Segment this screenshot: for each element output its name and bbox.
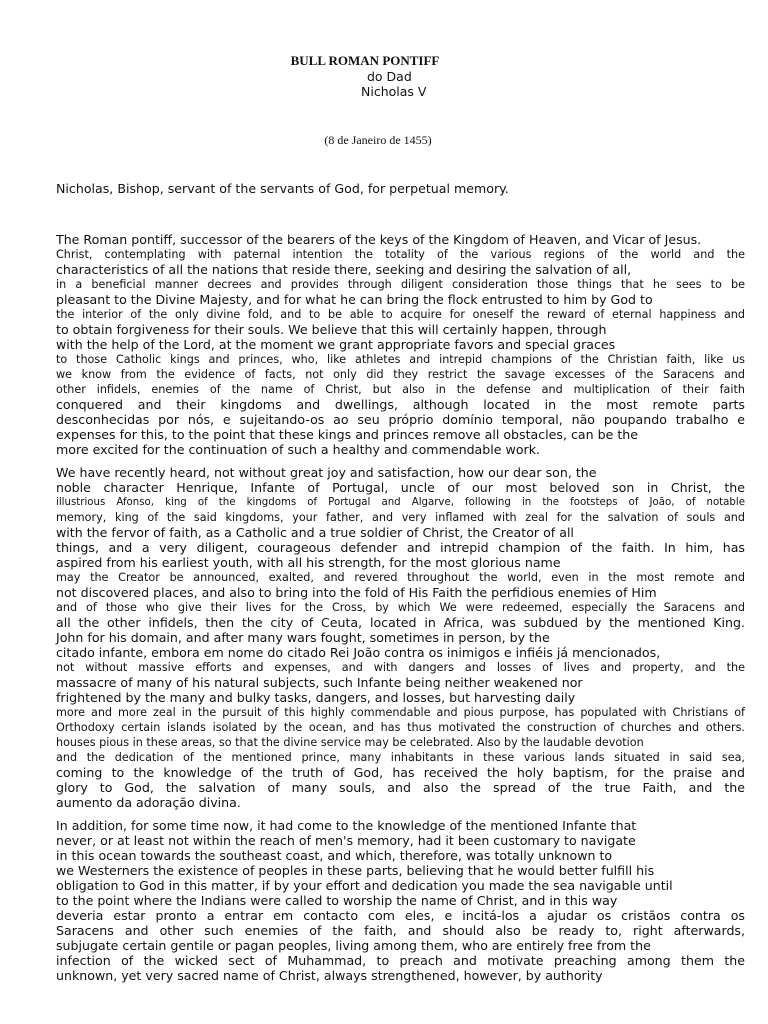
paragraph-2-line: and the dedication of the mentioned prince, many inhabitants in these various lands situated in said sea, [56,751,745,764]
paragraph-2-line: illustrious Afonso, king of the kingdoms of Portugal and Algarve, following in the footsteps of João, of notable [56,497,745,508]
paragraph-2-line: with the fervor of faith, as a Catholic and a true soldier of Christ, the Creator of all [56,525,574,540]
paragraph-3-line: In addition, for some time now, it had come to the knowledge of the mentioned Infante that [56,818,637,833]
paragraph-2-line: houses pious in these areas, so that the divine service may be celebrated. Also by the laudable devotion [56,736,644,749]
paragraph-2-line: more and more zeal in the pursuit of this highly commendable and pious purpose, has populated with Christians of [56,706,745,719]
paragraph-3-line: never, or at least not within the reach of men's memory, had it been customary to navigate [56,833,636,848]
paragraph-1-line: the interior of the only divine fold, and to be able to acquire for oneself the reward of eternal happiness and [56,308,745,321]
document-subtitle: do Dad [367,69,412,84]
paragraph-3-line: unknown, yet very sacred name of Christ, always strengthened, however, by authority [56,968,603,983]
paragraph-3-line: to the point where the Indians were called to worship the name of Christ, and in this way [56,893,618,908]
document-author: Nicholas V [361,84,427,99]
paragraph-1-line: we know from the evidence of facts, not only did they restrict the savage excesses of the Saracens and [56,368,745,381]
paragraph-1-line: in a beneficial manner decrees and provides through diligent consideration those things that he sees to be [56,278,745,291]
paragraph-3-line: Saracens and other such enemies of the faith, and should also be ready to, right afterwards, [56,923,745,938]
paragraph-2-line: citado infante, embora em nome do citado Rei João contra os inimigos e infiéis já mencionados, [56,645,661,660]
paragraph-1-line: conquered and their kingdoms and dwellings, although located in the most remote parts [56,397,745,412]
paragraph-2-line: and of those who give their lives for the Cross, by which We were redeemed, especially the Saracens and [56,601,745,614]
paragraph-1-line: expenses for this, to the point that these kings and princes remove all obstacles, can be the [56,427,639,442]
paragraph-3-line: deveria estar pronto a entrar em contacto com eles, e incitá-los a ajudar os cristãos contra os [56,908,745,923]
paragraph-2-line: aspired from his earliest youth, with all his strength, for the most glorious name [56,555,561,570]
paragraph-3-line: subjugate certain gentile or pagan peoples, living among them, who are entirely free from the [56,938,651,953]
paragraph-2-line: not without massive efforts and expenses, and with dangers and losses of lives and property, and the [56,661,745,674]
paragraph-1-line: desconhecidas por nós, e sujeitando-os ao seu próprio domínio temporal, não poupando trabalho e [56,412,745,427]
paragraph-2-line: not discovered places, and also to bring into the fold of His Faith the perfidious enemies of Him [56,585,657,600]
paragraph-2-line: things, and a very diligent, courageous defender and intrepid champion of the faith. In him, has [56,540,745,555]
paragraph-2-line: We have recently heard, not without great joy and satisfaction, how our dear son, the [56,465,597,480]
paragraph-3-line: we Westerners the existence of peoples in these parts, believing that he would better fulfill his [56,863,655,878]
paragraph-3-line: in this ocean towards the southeast coast, and which, therefore, was totally unknown to [56,848,613,863]
paragraph-1-line: characteristics of all the nations that reside there, seeking and desiring the salvation of all, [56,262,632,277]
paragraph-3-line: obligation to God in this matter, if by your effort and dedication you made the sea navigable until [56,878,673,893]
paragraph-2-line: all the other infidels, then the city of Ceuta, located in Africa, was subdued by the mentioned King. [56,615,745,630]
paragraph-1-line: to obtain forgiveness for their souls. We believe that this will certainly happen, through [56,322,607,337]
paragraph-1-line: with the help of the Lord, at the moment we grant appropriate favors and special graces [56,337,616,352]
paragraph-1-line: The Roman pontiff, successor of the bearers of the keys of the Kingdom of Heaven, and Vicar of Jesus. [56,232,702,247]
paragraph-2-line: noble character Henrique, Infante of Portugal, uncle of our most beloved son in Christ, the [56,480,745,495]
paragraph-2-line: memory, king of the said kingdoms, your father, and very inflamed with zeal for the salvation of souls and [56,511,745,524]
paragraph-2-line: may the Creator be announced, exalted, and revered throughout the world, even in the most remote and [56,571,745,584]
paragraph-2-line: Orthodoxy certain islands isolated by the ocean, and has thus motivated the construction of churches and others. [56,721,745,734]
paragraph-1-line: to those Catholic kings and princes, who, like athletes and intrepid champions of the Christian faith, like us [56,353,745,366]
paragraph-1-line: Christ, contemplating with paternal intention the totality of the various regions of the world and the [56,248,745,261]
paragraph-2-line: coming to the knowledge of the truth of God, has received the holy baptism, for the praise and [56,765,745,780]
document-title: BULL ROMAN PONTIFF [290,53,440,68]
paragraph-2-line: John for his domain, and after many wars fought, sometimes in person, by the [56,630,550,645]
paragraph-1-line: more excited for the continuation of such a healthy and commendable work. [56,442,540,457]
paragraph-2-line: massacre of many of his natural subjects, such Infante being neither weakened nor [56,675,583,690]
paragraph-1-line: other infidels, enemies of the name of Christ, but also in the defense and multiplication of their faith [56,383,745,396]
document-date: (8 de Janeiro de 1455) [324,133,432,147]
intro-line: Nicholas, Bishop, servant of the servants of God, for perpetual memory. [56,181,509,196]
paragraph-2-line: aumento da adoração divina. [56,795,241,810]
paragraph-2-line: glory to God, the salvation of many souls, and also the spread of the true Faith, and the [56,780,745,795]
paragraph-2-line: frightened by the many and bulky tasks, dangers, and losses, but harvesting daily [56,690,576,705]
paragraph-1-line: pleasant to the Divine Majesty, and for what he can bring the flock entrusted to him by God to [56,292,653,307]
paragraph-3-line: infection of the wicked sect of Muhammad, to preach and motivate preaching among them the [56,953,745,968]
